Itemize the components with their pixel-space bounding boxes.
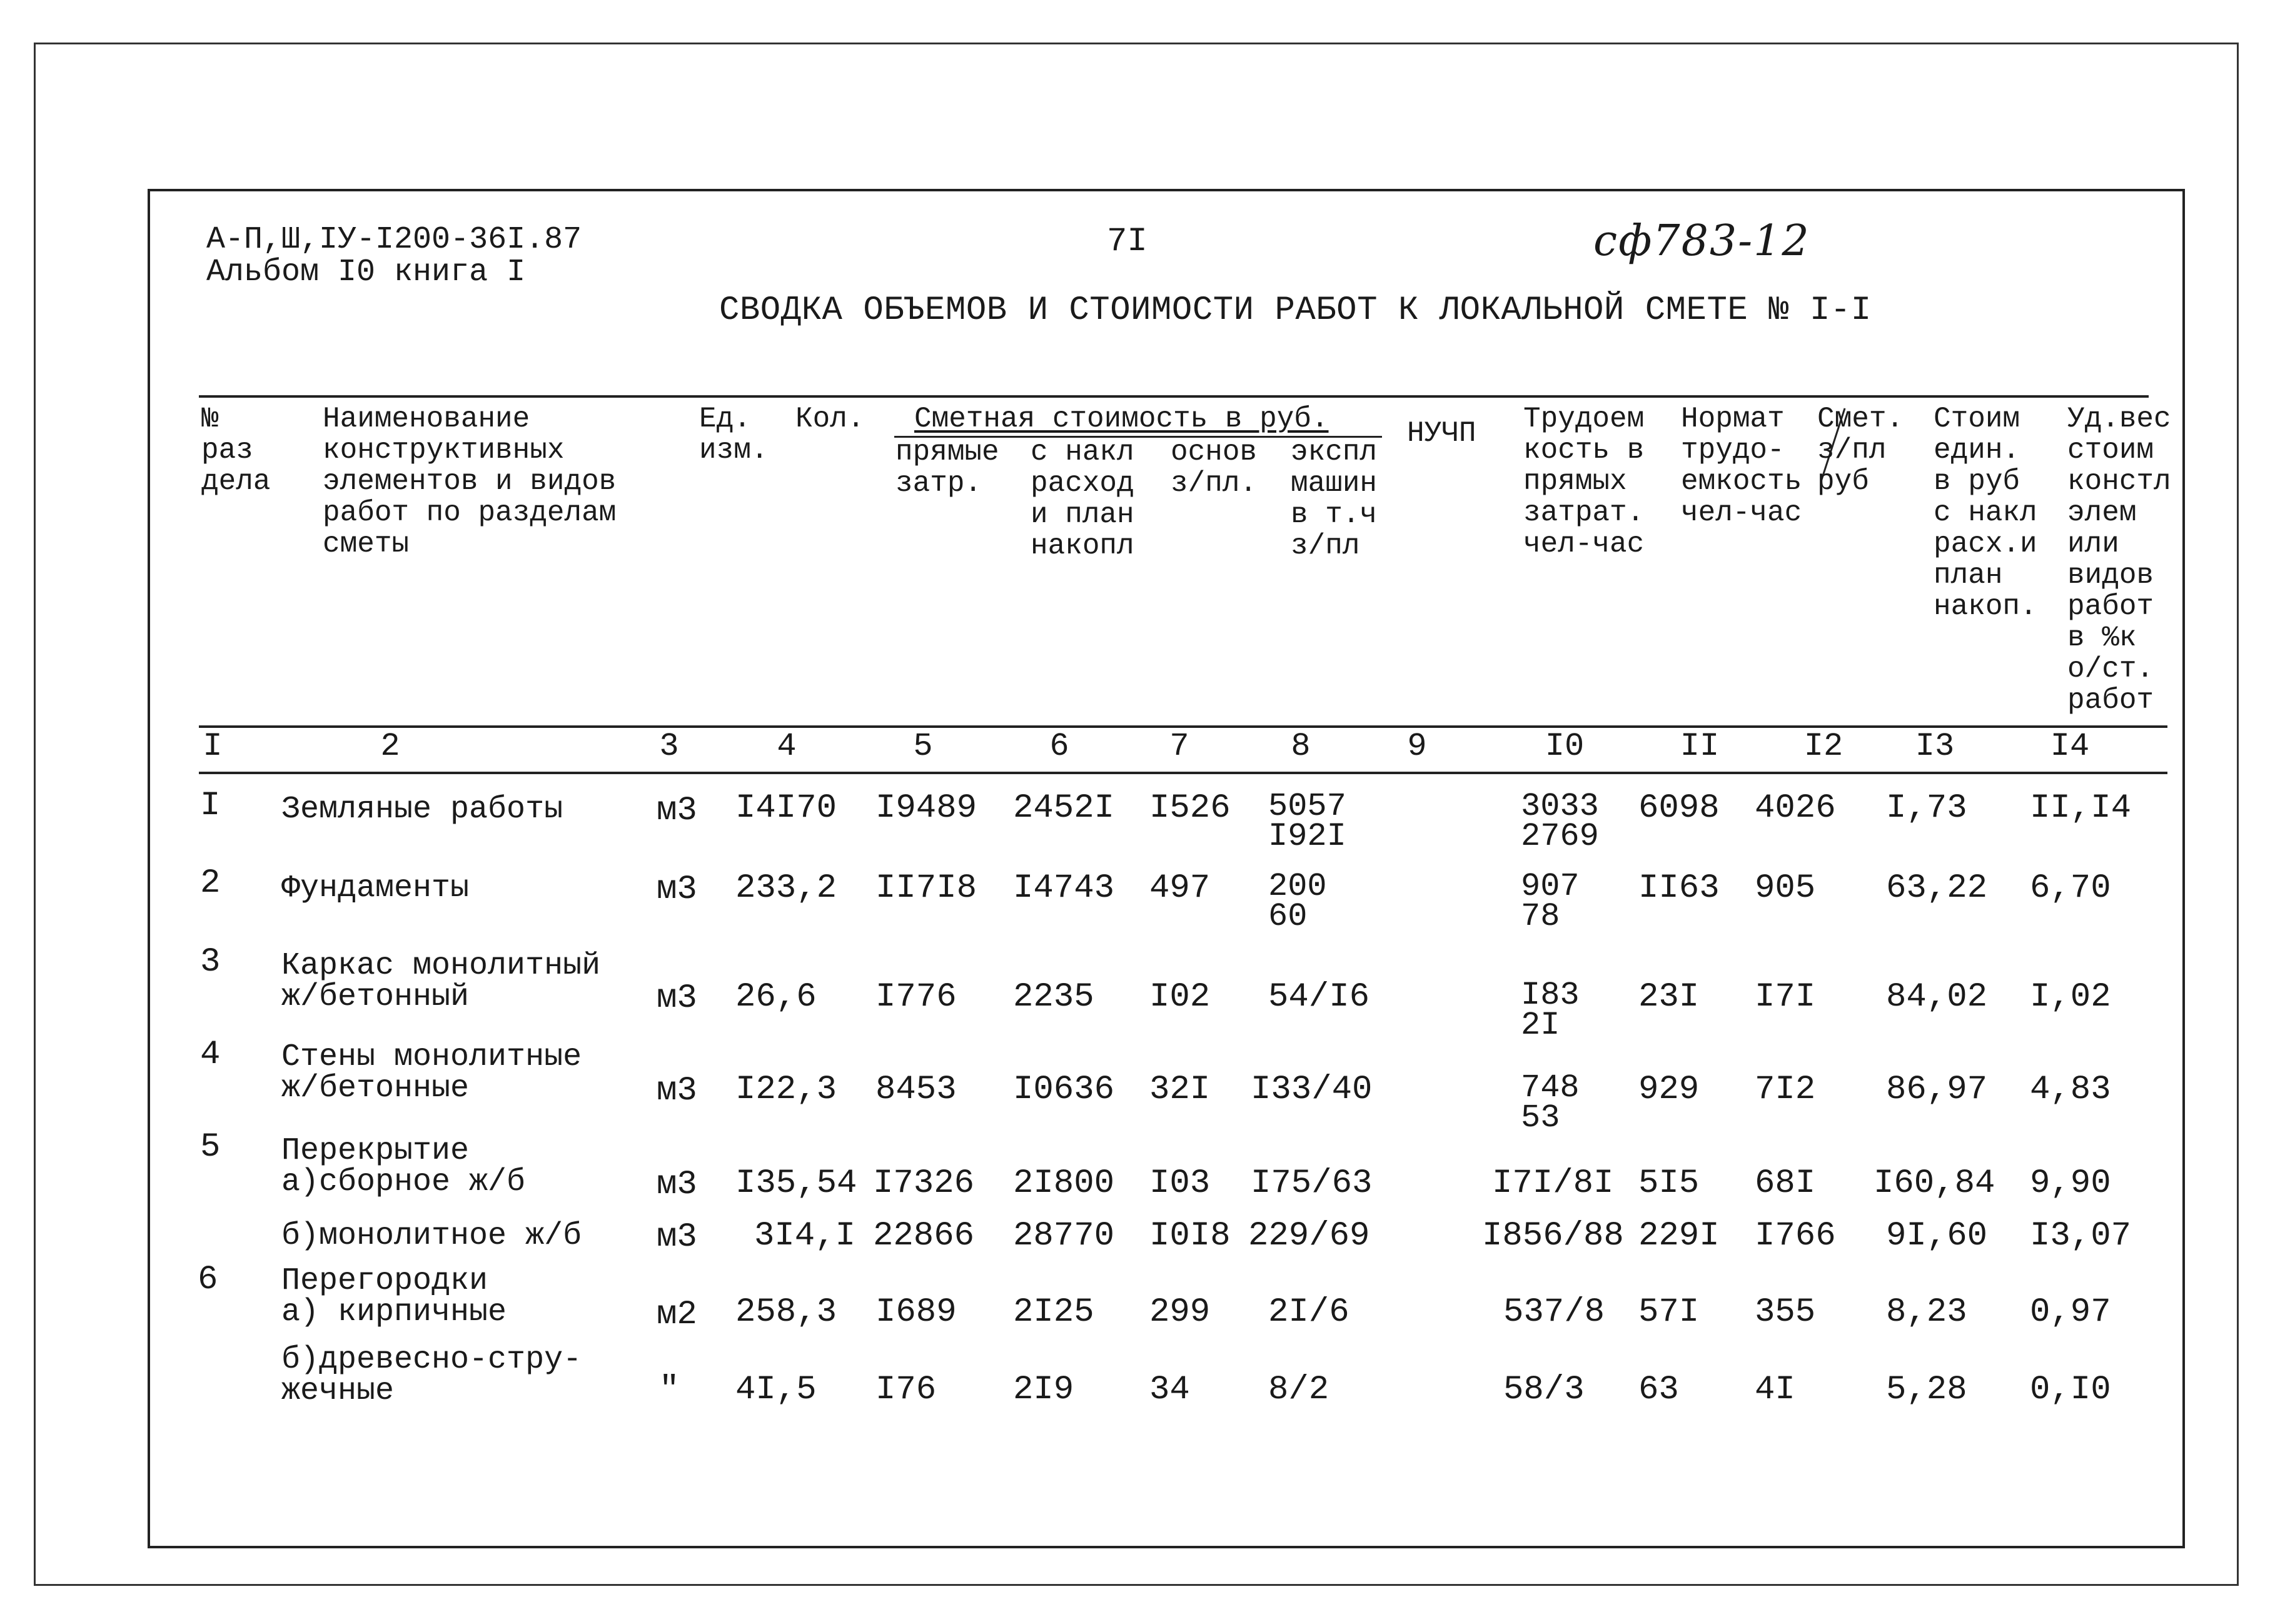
- row-direct: I9489: [875, 789, 977, 827]
- row-quantity: 3I4,I: [754, 1217, 856, 1255]
- row-unit: м3: [657, 1072, 697, 1110]
- row-norm-labor: 57I: [1638, 1293, 1700, 1331]
- column-number: 2: [380, 728, 400, 765]
- row-est-wage: 4I: [1755, 1371, 1795, 1409]
- row-unit: м3: [657, 979, 697, 1017]
- column-number: II: [1680, 728, 1720, 765]
- row-share: 4,83: [2030, 1071, 2111, 1109]
- row-share: I3,07: [2030, 1217, 2132, 1255]
- row-est-wage: I7I: [1755, 978, 1816, 1016]
- row-quantity: I22,3: [735, 1071, 837, 1109]
- row-unit-cost: 86,97: [1886, 1071, 1988, 1109]
- row-overhead: 2I9: [1013, 1371, 1074, 1409]
- row-share: 9,90: [2030, 1164, 2111, 1203]
- row-quantity: I4I70: [735, 789, 837, 827]
- row-share: 0,97: [2030, 1293, 2111, 1331]
- row-quantity: I35,54: [735, 1164, 857, 1203]
- document-code: сф783-12: [1593, 216, 1810, 266]
- row-name: Каркас монолитный ж/бетонный: [281, 948, 601, 1015]
- header-norm-labor: Нормат трудо- емкость чел-час: [1681, 403, 1802, 529]
- header-base-wage: основ з/пл.: [1171, 436, 1258, 500]
- column-number: 4: [777, 728, 797, 765]
- column-number: 8: [1291, 728, 1311, 765]
- column-number: 9: [1407, 728, 1427, 765]
- column-number: 7: [1169, 728, 1189, 765]
- row-norm-labor: 23I: [1638, 978, 1700, 1016]
- row-labor: 748 53: [1521, 1069, 1580, 1136]
- row-name: Фундаменты: [281, 870, 470, 906]
- row-norm-labor: 63: [1638, 1371, 1679, 1409]
- column-number: I4: [2050, 728, 2090, 765]
- row-wage: I02: [1149, 978, 1211, 1016]
- header-est-wage: Смет. з/пл руб: [1817, 403, 1904, 498]
- page-title: СВОДКА ОБЪЕМОВ И СТОИМОСТИ РАБОТ К ЛОКАЛЬНОЙ СМЕТЕ № I-I: [719, 291, 1872, 330]
- row-quantity: 258,3: [735, 1293, 837, 1331]
- row-direct: II7I8: [875, 869, 977, 907]
- row-share: II,I4: [2030, 789, 2132, 827]
- row-section-no: I: [200, 787, 221, 825]
- row-unit-cost: I,73: [1886, 789, 1967, 827]
- table-top-rule: [199, 395, 2149, 398]
- row-labor: 3033 2769: [1521, 788, 1599, 855]
- row-labor: I83 2I: [1521, 977, 1580, 1044]
- row-section-no: 5: [200, 1128, 221, 1166]
- row-direct: 8453: [875, 1071, 957, 1109]
- row-unit-cost: 84,02: [1886, 978, 1988, 1016]
- row-direct: I689: [875, 1293, 957, 1331]
- row-direct: 22866: [873, 1217, 975, 1255]
- row-name: б)древесно-стру- жечные: [281, 1342, 582, 1409]
- header-labor-direct: Трудоем кость в прямых затрат. чел-час: [1523, 403, 1645, 560]
- row-norm-labor: 6098: [1638, 789, 1720, 827]
- row-overhead: 28770: [1013, 1217, 1115, 1255]
- row-unit-cost: 8,23: [1886, 1293, 1967, 1331]
- column-number-rule: [199, 772, 2167, 774]
- row-share: I,02: [2030, 978, 2111, 1016]
- row-quantity: 26,6: [735, 978, 817, 1016]
- row-est-wage: 905: [1755, 869, 1816, 907]
- document-designation: А-П,Ш,IУ-I200-36I.87 Альбом I0 книга I: [206, 222, 582, 290]
- row-labor: 537/8: [1503, 1293, 1605, 1331]
- row-labor: I856/88: [1482, 1217, 1624, 1255]
- column-number: I2: [1803, 728, 1844, 765]
- row-est-wage: 4026: [1755, 789, 1836, 827]
- row-section-no: 4: [200, 1036, 221, 1074]
- row-unit-cost: 63,22: [1886, 869, 1988, 907]
- row-est-wage: 68I: [1755, 1164, 1816, 1203]
- header-direct-costs: прямые затр.: [895, 436, 999, 500]
- header-section-no: № раз дела: [201, 403, 271, 498]
- row-quantity: 4I,5: [735, 1371, 817, 1409]
- header-unit-cost: Стоим един. в руб с накл расх.и план накоп.: [1934, 403, 2037, 623]
- row-direct: I776: [875, 978, 957, 1016]
- row-machinery: 200 60: [1268, 868, 1327, 935]
- row-name: Перекрытие а)сборное ж/б: [281, 1133, 526, 1200]
- row-overhead: 2235: [1013, 978, 1094, 1016]
- row-wage: 32I: [1149, 1071, 1211, 1109]
- header-share: Уд.вес стоим констл элем или видов работ в %к о/ст. работ: [2067, 403, 2171, 717]
- row-est-wage: 7I2: [1755, 1071, 1816, 1109]
- column-number: 3: [659, 728, 679, 765]
- row-est-wage: 355: [1755, 1293, 1816, 1331]
- row-share: 0,I0: [2030, 1371, 2111, 1409]
- page-number: 7I: [1107, 223, 1148, 261]
- row-unit: ": [659, 1371, 680, 1409]
- row-overhead: I4743: [1013, 869, 1115, 907]
- row-section-no: 2: [200, 864, 221, 902]
- row-overhead: I0636: [1013, 1071, 1115, 1109]
- row-section-no: 3: [200, 943, 221, 981]
- row-machinery: I33/40: [1251, 1071, 1373, 1109]
- row-name: Стены монолитные ж/бетонные: [281, 1039, 582, 1106]
- row-norm-labor: 229I: [1638, 1217, 1720, 1255]
- row-name: б)монолитное ж/б: [281, 1218, 582, 1254]
- row-wage: I03: [1149, 1164, 1211, 1203]
- row-machinery: 8/2: [1268, 1371, 1329, 1409]
- row-unit-cost: I60,84: [1874, 1164, 1995, 1203]
- row-machinery: 229/69: [1248, 1217, 1370, 1255]
- row-wage: I0I8: [1149, 1217, 1231, 1255]
- row-section-no: 6: [198, 1261, 218, 1299]
- header-machinery: экспл машин в т.ч з/пл: [1291, 436, 1378, 562]
- row-direct: I76: [875, 1371, 937, 1409]
- row-unit: м3: [657, 1218, 697, 1256]
- header-quantity: Кол.: [795, 403, 865, 435]
- header-with-overhead: с накл расход и план накопл: [1031, 436, 1134, 562]
- row-wage: 497: [1149, 869, 1211, 907]
- row-wage: 34: [1149, 1371, 1190, 1409]
- row-unit: м3: [657, 870, 697, 909]
- row-labor: 907 78: [1521, 868, 1580, 935]
- row-unit-cost: 5,28: [1886, 1371, 1967, 1409]
- column-number: I0: [1545, 728, 1585, 765]
- row-overhead: 2I25: [1013, 1293, 1094, 1331]
- row-norm-labor: 929: [1638, 1071, 1700, 1109]
- header-cost-group: Сметная стоимость в руб.: [914, 403, 1329, 435]
- row-labor: 58/3: [1503, 1371, 1585, 1409]
- column-number: 5: [913, 728, 933, 765]
- row-machinery: 2I/6: [1268, 1293, 1349, 1331]
- row-share: 6,70: [2030, 869, 2111, 907]
- row-name: Перегородки а) кирпичные: [281, 1263, 507, 1330]
- row-unit-cost: 9I,60: [1886, 1217, 1988, 1255]
- row-machinery: 5057 I92I: [1268, 788, 1346, 855]
- column-number: I3: [1915, 728, 1955, 765]
- row-norm-labor: II63: [1638, 869, 1720, 907]
- row-unit: м3: [657, 1166, 697, 1204]
- row-overhead: 2I800: [1013, 1164, 1115, 1203]
- row-wage: I526: [1149, 789, 1231, 827]
- column-number: 6: [1049, 728, 1069, 765]
- header-unit: Ед. изм.: [699, 403, 769, 467]
- row-unit: м3: [657, 792, 697, 830]
- row-unit: м2: [657, 1296, 697, 1334]
- row-machinery: 54/I6: [1268, 978, 1370, 1016]
- column-number: I: [203, 728, 223, 765]
- row-direct: I7326: [873, 1164, 975, 1203]
- row-overhead: 2452I: [1013, 789, 1115, 827]
- row-quantity: 233,2: [735, 869, 837, 907]
- row-wage: 299: [1149, 1293, 1211, 1331]
- row-labor: I7I/8I: [1492, 1164, 1614, 1203]
- row-est-wage: I766: [1755, 1217, 1836, 1255]
- row-name: Земляные работы: [281, 792, 563, 827]
- row-norm-labor: 5I5: [1638, 1164, 1700, 1203]
- header-name: Наименование конструктивных элементов и видов работ по разделам сметы: [323, 403, 617, 560]
- row-machinery: I75/63: [1251, 1164, 1373, 1203]
- header-nuchp: НУЧП: [1407, 417, 1476, 450]
